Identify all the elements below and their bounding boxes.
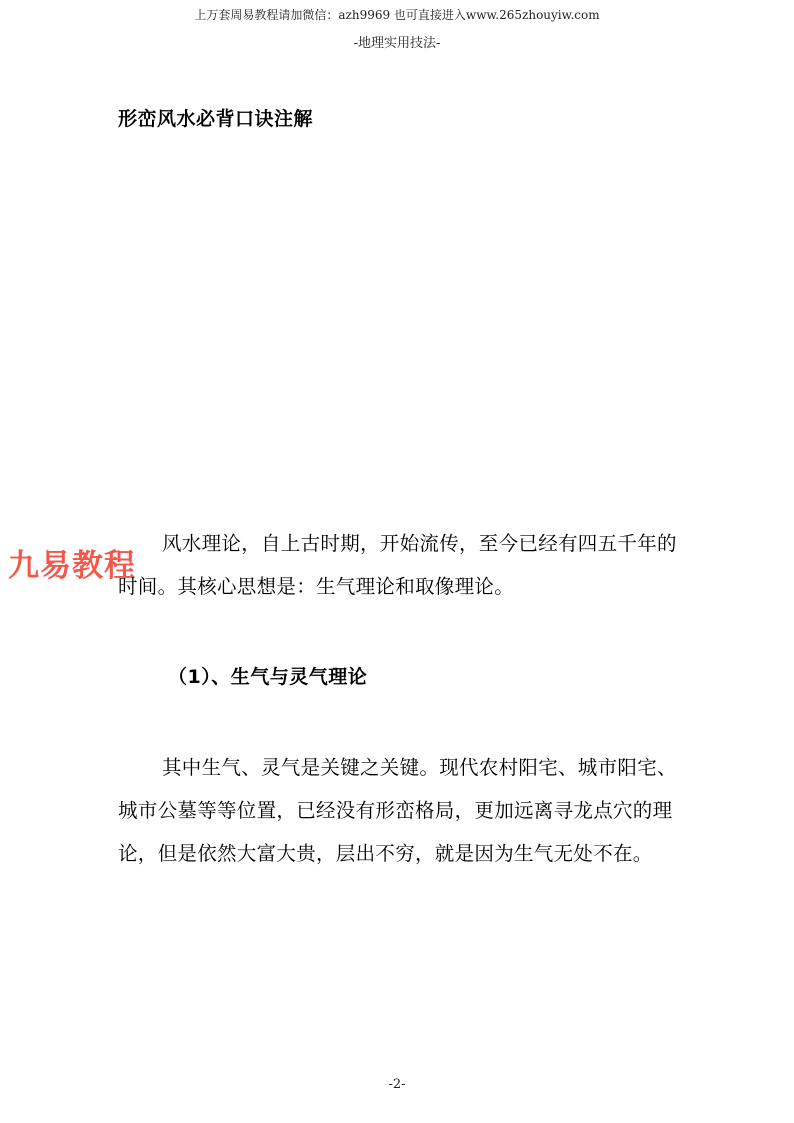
header-promo-line: 上万套周易教程请加微信：azh9969 也可直接进入www.265zhouyiw.com — [194, 8, 600, 22]
document-title: 形峦风水必背口诀注解 — [118, 108, 314, 130]
header-section-line: -地理实用技法- — [353, 36, 441, 51]
watermark-logo-text: 九易教程 — [8, 548, 136, 584]
page-number: -2- — [388, 1077, 406, 1092]
intro-paragraph: 风水理论，自上古时期，开始流传，至今已经有四五千年的时间。其核心思想是：生气理论和取像理论。 — [118, 532, 677, 598]
section-heading: （1）、生气与灵气理论 — [168, 666, 368, 688]
section-paragraph: 其中生气、灵气是关键之关键。现代农村阳宅、城市阳宅、城市公墓等等位置，已经没有形峦格局，更加远离寻龙点穴的理论，但是依然大富大贵，层出不穷，就是因为生气无处不在。 — [118, 756, 677, 865]
